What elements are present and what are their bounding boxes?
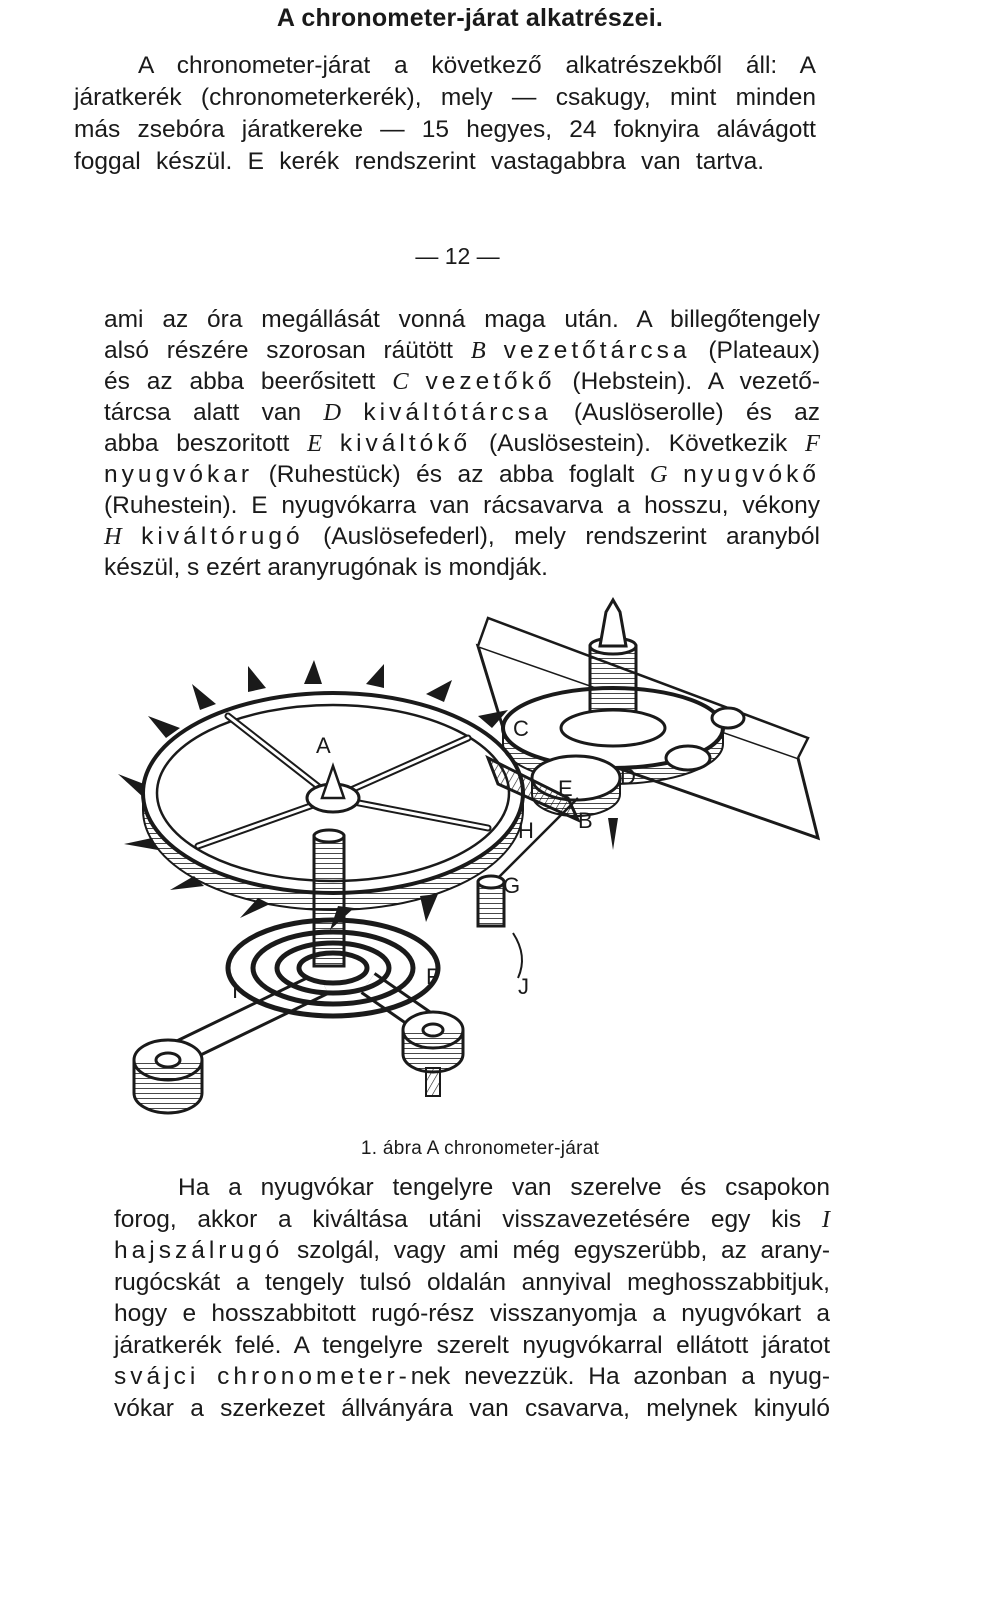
- figure-label-i: I: [232, 978, 239, 1003]
- text-line: [114, 1235, 830, 1267]
- chronometer-escapement-figure: [108, 588, 838, 1148]
- letter-label: I: [821, 1205, 830, 1233]
- spaced-term: svájci chronometer-: [114, 1363, 411, 1390]
- text-line: [104, 521, 820, 552]
- text-run: (Ruhestück) és az abba foglalt: [268, 461, 635, 488]
- text-run: szolgál, vagy ami még egyszerübb, az arany-: [297, 1237, 831, 1264]
- paragraph-swiss-chronometer: [114, 1172, 830, 1424]
- figure-label-c: C: [513, 716, 529, 741]
- text-run: nek nevezzük. Ha azonban a nyug-: [410, 1363, 830, 1390]
- text-line: készül, s ezért aranyrugónak is mondják.: [104, 554, 548, 581]
- text-line: [104, 335, 820, 366]
- text-run: (Auslösefederl), mely rendszerint aranyból: [323, 523, 820, 550]
- figure-label-j: J: [518, 974, 529, 999]
- letter-label: H: [104, 523, 122, 550]
- hairspring-and-frame: [134, 830, 463, 1128]
- spaced-term: hajszálrugó: [114, 1237, 284, 1264]
- figure-label-h: H: [518, 818, 534, 843]
- text-run: alsó részére szorosan ráütött: [104, 337, 453, 364]
- text-line: [114, 1361, 830, 1393]
- text-run: tárcsa alatt van: [104, 399, 302, 426]
- figure-label-f: F: [426, 964, 440, 989]
- figure-label-e: E: [558, 776, 573, 801]
- text-line: [104, 459, 820, 490]
- text-run: forog, akkor a kiváltása utáni visszavezetésére egy kis: [114, 1205, 802, 1233]
- text-run: (Hebstein). A vezető-: [572, 368, 820, 395]
- spaced-term: vezetőtárcsa: [503, 337, 691, 364]
- text-line: ami az óra megállását vonná maga után. A billegőtengely: [104, 306, 820, 333]
- spaced-term: kiváltótárcsa: [363, 399, 552, 426]
- page-title: A chronometer-járat alkatrészei.: [276, 4, 664, 32]
- spaced-term: kiváltókő: [339, 430, 472, 457]
- figure-label-g: G: [503, 873, 521, 898]
- text-run: (Auslöserolle) és az: [573, 399, 821, 426]
- letter-label: F: [805, 430, 820, 457]
- spaced-term: vezetőkő: [425, 368, 556, 395]
- text-line: más zsebóra járatkereke — 15 hegyes, 24 foknyira alávágott: [74, 116, 816, 143]
- text-line: járatkerék felé. A tengelyre szerelt nyugvókarral ellátott járatot: [114, 1331, 830, 1359]
- figure-caption: 1. ábra A chronometer-járat: [360, 1138, 600, 1159]
- text-line: (Ruhestein). E nyugvókarra van rácsavarva a hosszu, vékony: [104, 492, 820, 519]
- text-line: [104, 366, 820, 397]
- spaced-term: nyugvókar: [104, 461, 254, 488]
- paragraph-intro: [74, 50, 816, 178]
- figure-label-b: B: [578, 808, 593, 833]
- text-line: [104, 428, 820, 459]
- figure-label-d: D: [620, 764, 636, 789]
- text-line: Ha a nyugvókar tengelyre van szerelve és csapokon: [178, 1174, 830, 1201]
- text-run: és az abba beerősitett: [104, 368, 376, 395]
- letter-label: G: [649, 461, 668, 488]
- letter-label: E: [307, 430, 323, 457]
- text-run: abba beszoritott: [104, 430, 290, 457]
- text-line: [104, 397, 820, 428]
- text-run: (Auslösestein). Következik: [488, 430, 788, 457]
- text-line: rugócskát a tengely tulsó oldalán annyival meghosszabbitjuk,: [114, 1268, 830, 1296]
- text-line: A chronometer-járat a következő alkatrészekből áll: A: [138, 52, 816, 79]
- spaced-term: kiváltórugó: [141, 523, 304, 550]
- spaced-term: nyugvókő: [683, 461, 821, 488]
- letter-label: C: [392, 368, 409, 395]
- page-number: — 12 —: [415, 243, 500, 269]
- letter-label: D: [323, 399, 342, 426]
- text-line: hogy e hosszabbitott rugó-rész visszanyomja a nyugvókart a: [114, 1300, 830, 1327]
- text-line: [114, 1204, 830, 1236]
- figure-label-a: A: [316, 733, 331, 758]
- text-run: (Plateaux): [708, 337, 820, 364]
- text-line: járatkerék (chronometerkerék), mely — csakugy, mint minden: [74, 84, 816, 111]
- text-line: vókar a szerkezet állványára van csavarva, melynek kinyuló: [114, 1394, 830, 1422]
- text-line: foggal készül. E kerék rendszerint vastagabbra van tartva.: [74, 148, 764, 175]
- letter-label: B: [470, 337, 486, 364]
- paragraph-components: [104, 304, 820, 583]
